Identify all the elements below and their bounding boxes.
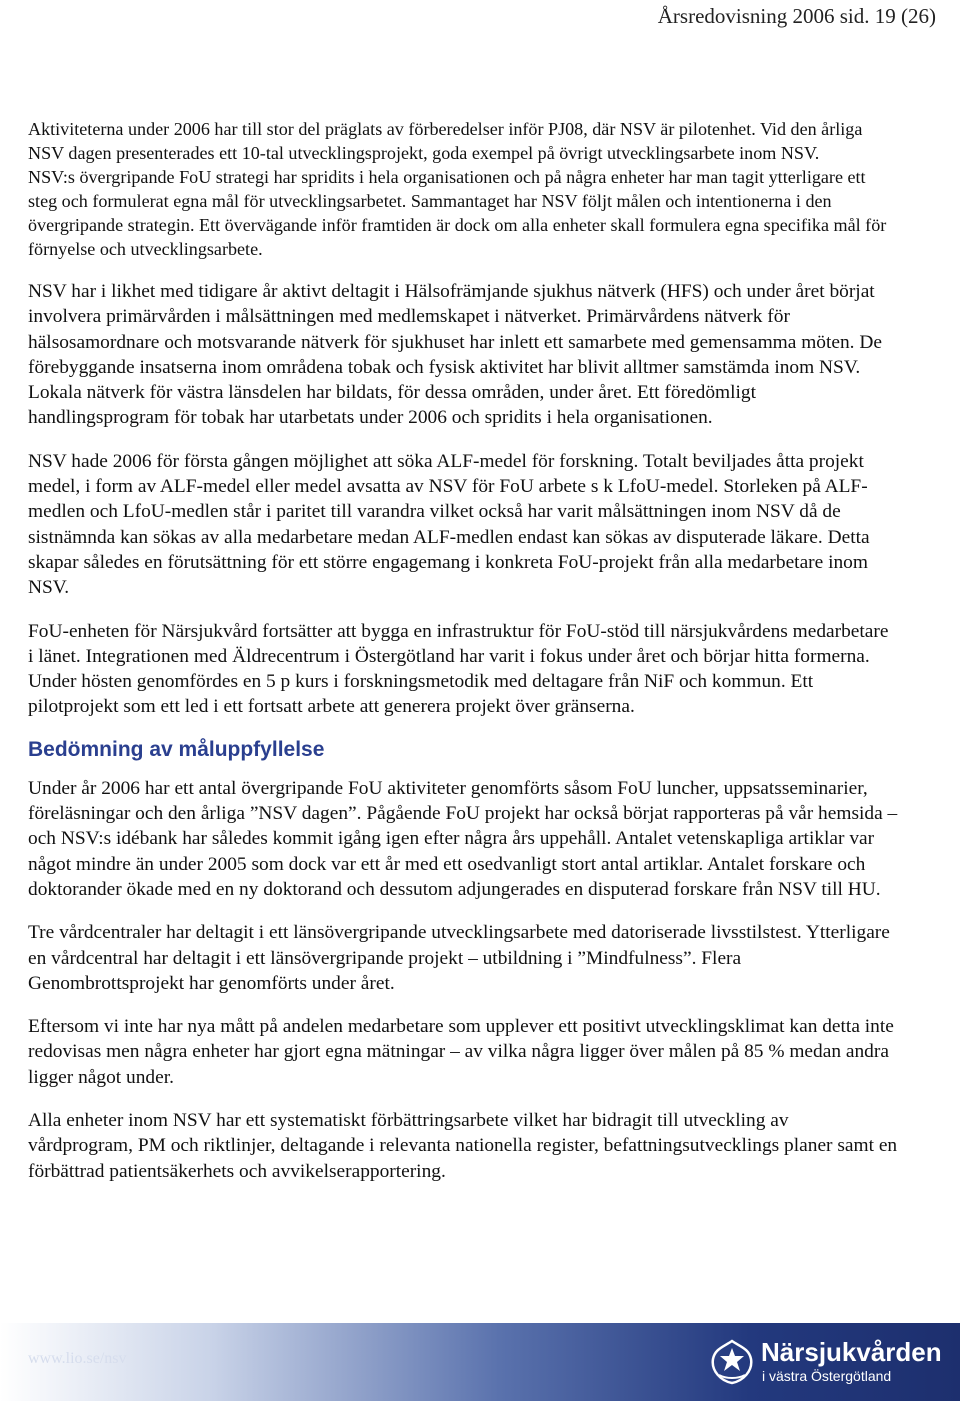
footer-url-link[interactable]: www.lio.se/nsv xyxy=(28,1350,127,1367)
paragraph-fou-strategy: NSV:s övergripande FoU strategi har spridits i hela organisationen och på några enheter har man tagit ytterligare ett steg och formulerat egna mål för utvecklingsarbetet. Sammantaget har NSV följt målen och intentionerna i den övergripande strategin. Ett övervägande inför framtiden är dock om alla enheter skall formulera egna specifika mål för förnyelse och utvecklingsarbete. xyxy=(28,167,887,259)
paragraph-forbattringsarbete: Alla enheter inom NSV har ett systematiskt förbättringsarbete vilket har bidragit till utveckling av vårdprogram, PM och riktlinjer, deltagande i relevanta nationella register, befattningsutvecklings planer samt en förbättrad patientsäkerhets och avvikelserapportering. xyxy=(28,1110,898,1182)
paragraph-utvecklingsklimat: Eftersom vi inte har nya mått på andelen medarbetare som upplever ett positivt utvecklingsklimat kan detta inte redovisas men några enheter har gjort egna mätningar – av vilka några ligger över målen på 85 % medan andra ligger något under. xyxy=(28,1016,894,1088)
logo xyxy=(711,1335,951,1391)
paragraph-alf-medel: NSV hade 2006 för första gången möjlighet att söka ALF-medel för forskning. Totalt beviljades åtta projekt medel, i form av ALF-medel eller medel avsatta av NSV för FoU arbete s k LfoU-medel. Storleken på ALF-medlen och LfoU-medlen står i paritet till varandra vilket också har varit målsättningen inom NSV då de sistnämnda kan sökas av alla medarbetare medan ALF-medlen endast kan sökas av disputerade läkare. Detta skapar således en förutsättning för ett större engagemang i konkreta FoU-projekt från alla medarbetare inom NSV. xyxy=(28,450,870,599)
section-heading: Bedömning av måluppfyllelse xyxy=(28,737,325,761)
page-header: Årsredovisning 2006 sid. 19 (26) xyxy=(657,4,936,28)
paragraph-fou-aktiviteter: Under år 2006 har ett antal övergripande FoU aktiviteter genomförts såsom FoU luncher, uppsatsseminarier, föreläsningar och den årliga ”NSV dagen”. Pågående FoU projekt har också börjat rapporteras på vår hemsida – och NSV:s idébank har således kommit igång igen efter några års uppehåll. Antalet vetenskapliga artiklar var något mindre än under 2005 som dock var ett år med ett osedvanligt stort antal artiklar. Antalet forskare och doktorander ökade med en ny doktorand och dessutom adjungerades en disputerad forskare från NSV till HU. xyxy=(28,777,898,900)
paragraph-fou-enheten: FoU-enheten för Närsjukvård fortsätter att bygga en infrastruktur för FoU-stöd till närsjukvårdens medarbetare i länet. Integrationen med Äldrecentrum i Östergötland har varit i fokus under året och börjar hitta formerna. Under hösten genomfördes en 5 p kurs i forskningsmetodik med deltagare från NiF och kommun. Ett pilotprojekt som ett led i ett fortsatt arbete att generera projekt över gränserna. xyxy=(28,620,889,718)
logo-name: Närsjukvården xyxy=(761,1337,942,1367)
document-body xyxy=(28,117,898,1202)
logo-emblem-icon xyxy=(711,1339,753,1385)
paragraph-vardcentraler: Tre vårdcentraler har deltagit i ett länsövergripande utvecklingsarbete med datoriserade livsstilstest. Ytterligare en vårdcentral har deltagit i ett länsövergripande projekt – utbildning i ”Mindfulness”. Flera Genombrottsprojekt har genomförts under året. xyxy=(28,922,890,994)
paragraph-hfs-network: NSV har i likhet med tidigare år aktivt deltagit i Hälsofrämjande sjukhus nätverk (HFS) och under året börjat involvera primärvården i målsättningen med medlemskapet i nätverket. Primärvårdens nätverk för hälsosamordnare och motsvarande nätverk för sjukhuset har inlett ett samarbete med gemensamma möten. De förebyggande insatserna inom områdena tobak och fysisk aktivitet har blivit alltmer samstämda inom NSV. Lokala nätverk för västra länsdelen har bildats, för dessa områden, under året. Ett föredömligt handlingsprogram för tobak har utarbetats under 2006 och spridits i hela organisationen. xyxy=(28,281,882,429)
logo-subtitle: i västra Östergötland xyxy=(762,1368,892,1384)
footer-banner xyxy=(0,1323,960,1401)
paragraph-pj08: Aktiviteterna under 2006 har till stor del präglats av förberedelser inför PJ08, där NSV är pilotenhet. Vid den årliga NSV dagen presenterades ett 10-tal utvecklingsprojekt, goda exempel på övrigt utvecklingsarbete inom NSV. xyxy=(28,119,863,163)
